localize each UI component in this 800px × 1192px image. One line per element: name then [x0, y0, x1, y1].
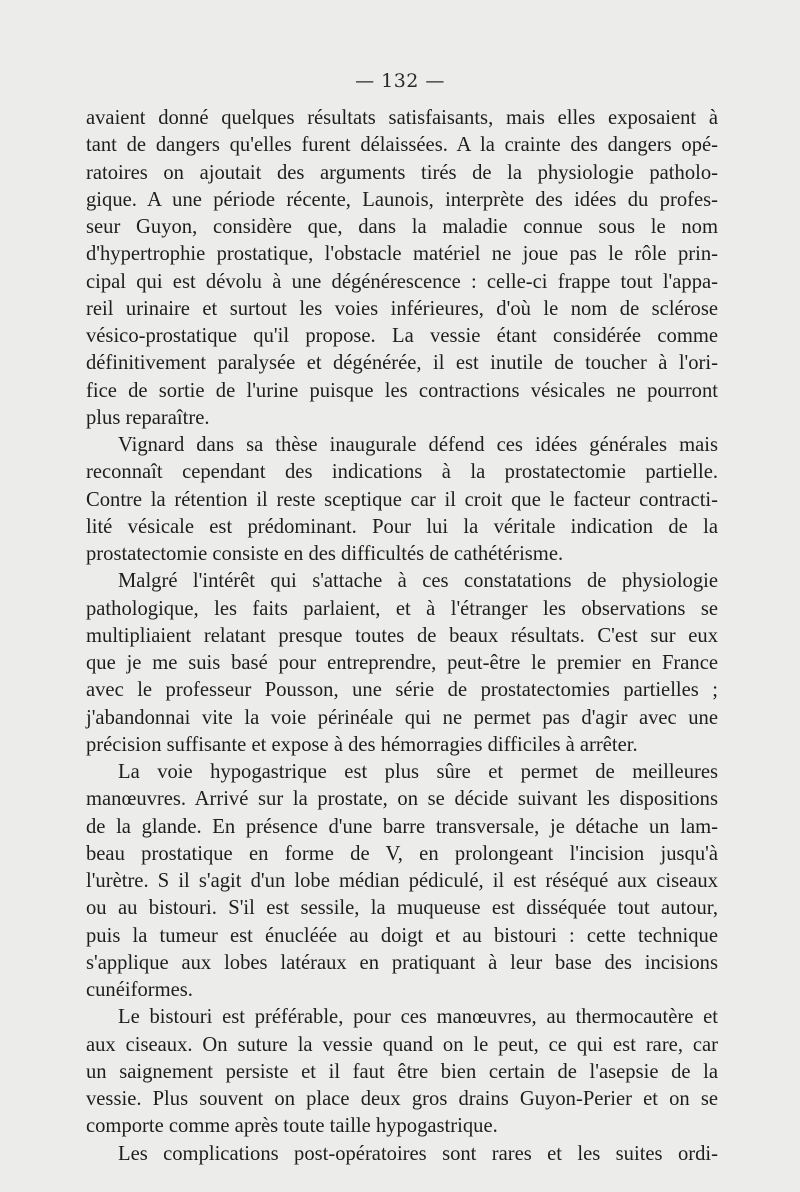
text-line: Malgré l'intérêt qui s'attache à ces constatations de physiologie [118, 570, 718, 593]
text-line: que je me suis basé pour entreprendre, peut-être le premier en France [86, 652, 718, 674]
text-line: prostatectomie consiste en des difficultés de cathétérisme. [86, 543, 564, 565]
text-line: reil urinaire et surtout les voies inférieures, d'où le nom de sclérose [86, 297, 718, 320]
text-line: reconnaît cependant des indications à la prostatectomie partielle. [86, 461, 718, 484]
text-line: de la glande. En présence d'une barre transversale, je détache un lam- [86, 815, 718, 838]
page-number: — 132 — [355, 70, 445, 92]
text-line: j'abandonnai vite la voie périnéale qui ne permet pas d'agir avec une [86, 706, 718, 729]
text-line: lité vésicale est prédominant. Pour lui la véritale indication de la [86, 515, 718, 538]
text-line: précision suffisante et expose à des hémorragies difficiles à arrêter. [86, 733, 638, 756]
text-line: définitivement paralysée et dégénérée, il est inutile de toucher à l'ori- [86, 352, 718, 375]
text-line: Les complications post-opératoires sont rares et les suites ordi- [118, 1142, 718, 1165]
text-line: ou au bistouri. S'il est sessile, la muqueuse est disséquée tout autour, [86, 897, 718, 920]
text-line: tant de dangers qu'elles furent délaissées. A la crainte des dangers opé- [86, 134, 718, 157]
text-line: seur Guyon, considère que, dans la maladie connue sous le nom [86, 216, 718, 238]
text-line: Vignard dans sa thèse inaugurale défend ces idées générales mais [118, 434, 718, 456]
body-text [86, 105, 718, 1168]
text-line: Contre la rétention il reste sceptique car il croit que le facteur contracti- [86, 488, 718, 511]
text-line: beau prostatique en forme de V, en prolongeant l'incision jusqu'à [86, 842, 718, 865]
text-line: manœuvres. Arrivé sur la prostate, on se décide suivant les dispositions [86, 788, 718, 811]
text-line: puis la tumeur est énucléée au doigt et au bistouri : cette technique [86, 924, 718, 947]
text-line: un saignement persiste et il faut être bien certain de l'asepsie de la [86, 1060, 718, 1083]
text-line: plus reparaître. [86, 406, 210, 429]
text-line: aux ciseaux. On suture la vessie quand on le peut, ce qui est rare, car [86, 1033, 718, 1056]
text-line: Le bistouri est préférable, pour ces manœuvres, au thermocautère et [118, 1006, 718, 1029]
text-line: l'urètre. S il s'agit d'un lobe médian pédiculé, il est réséqué aux ciseaux [86, 870, 718, 892]
text-line: avaient donné quelques résultats satisfaisants, mais elles exposaient à [86, 107, 718, 129]
text-line: comporte comme après toute taille hypogastrique. [86, 1115, 498, 1138]
text-line: fice de sortie de l'urine puisque les contractions vésicales ne pourront [86, 379, 718, 402]
text-line: vessie. Plus souvent on place deux gros drains Guyon-Perier et on se [86, 1088, 718, 1110]
text-line: avec le professeur Pousson, une série de prostatectomies partielles ; [86, 679, 718, 702]
text-line: ratoires on ajoutait des arguments tirés de la physiologie patholo- [86, 161, 718, 184]
text-line: multipliaient relatant presque toutes de beaux résultats. C'est sur eux [86, 624, 718, 647]
text-line: La voie hypogastrique est plus sûre et permet de meilleures [118, 761, 718, 783]
text-line: cipal qui est dévolu à une dégénérescence : celle-ci frappe tout l'appa- [86, 270, 718, 293]
text-line: d'hypertrophie prostatique, l'obstacle matériel ne joue pas le rôle prin- [86, 243, 718, 266]
text-line: cunéiformes. [86, 979, 193, 1001]
text-line: s'applique aux lobes latéraux en pratiquant à leur base des incisions [86, 951, 718, 974]
text-line: pathologique, les faits parlaient, et à l'étranger les observations se [86, 597, 718, 620]
text-line: gique. A une période récente, Launois, interprète des idées du profes- [86, 188, 718, 211]
text-line: vésico-prostatique qu'il propose. La vessie étant considérée comme [86, 325, 718, 347]
